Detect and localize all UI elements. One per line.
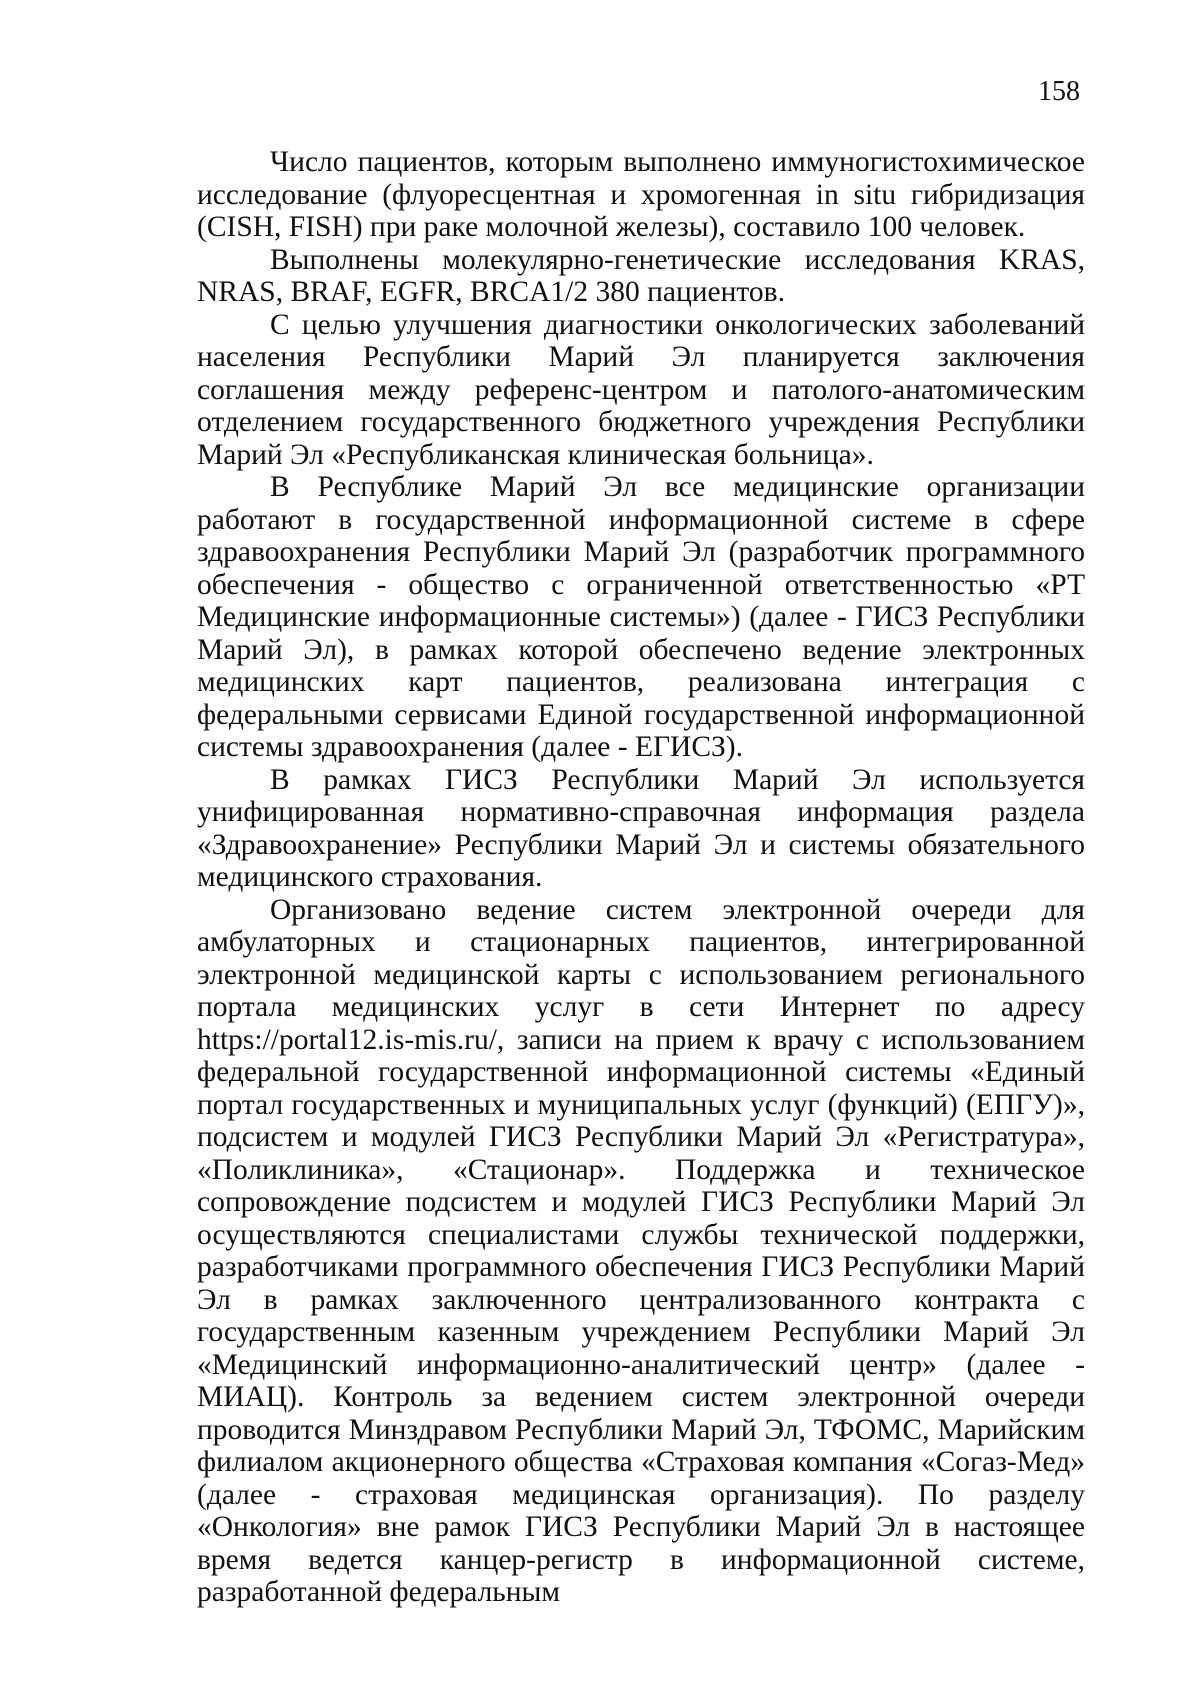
page-number: 158 xyxy=(1038,76,1080,107)
paragraph-molecular-genetic: Выполнены молекулярно-генетические исследования KRAS, NRAS, BRAF, EGFR, BRCA1/2 380 пациентов. xyxy=(197,243,1085,308)
document-body xyxy=(197,146,1085,1609)
paragraph-electronic-queue: Организовано ведение систем электронной очереди для амбулаторных и стационарных пациентов, интегрированной электронной медицинской карты с использованием регионального портала медицинских услуг в сети Интернет по адресу https://portal12.is-mis.ru/, записи на прием к врачу с использованием федеральной государственной информационной системы «Единый портал государственных и муниципальных услуг (функций) (ЕПГУ)», подсистем и модулей ГИСЗ Республики Марий Эл «Регистратура», «Поликлиника», «Стационар». Поддержка и техническое сопровождение подсистем и модулей ГИСЗ Республики Марий Эл осуществляются специалистами службы технической поддержки, разработчиками программного обеспечения ГИСЗ Республики Марий Эл в рамках заключенного централизованного контракта с государственным казенным учреждением Республики Марий Эл «Медицинский информационно-аналитический центр» (далее - МИАЦ). Контроль за ведением систем электронной очереди проводится Минздравом Республики Марий Эл, ТФОМС, Марийским филиалом акционерного общества «Страховая компания «Согаз-Мед» (далее - страховая медицинская организация). По разделу «Онкология» вне рамок ГИСЗ Республики Марий Эл в настоящее время ведется канцер-регистр в информационной системе, разработанной федеральным xyxy=(197,893,1085,1608)
paragraph-gisz-system: В Республике Марий Эл все медицинские организации работают в государственной информационной системе в сфере здравоохранения Республики Марий Эл (разработчик программного обеспечения - общество с ограниченной ответственностью «РТ Медицинские информационные системы») (далее - ГИСЗ Республики Марий Эл), в рамках которой обеспечено ведение электронных медицинских карт пациентов, реализована интеграция с федеральными сервисами Единой государственной информационной системы здравоохранения (далее - ЕГИСЗ). xyxy=(197,471,1085,763)
paragraph-diagnostics-agreement: С целью улучшения диагностики онкологических заболеваний населения Республики Марий Эл планируется заключения соглашения между референс-центром и патолого-анатомическим отделением государственного бюджетного учреждения Республики Марий Эл «Республиканская клиническая больница». xyxy=(197,308,1085,471)
paragraph-reference-info: В рамках ГИСЗ Республики Марий Эл используется унифицированная нормативно-справочная информация раздела «Здравоохранение» Республики Марий Эл и системы обязательного медицинского страхования. xyxy=(197,763,1085,893)
paragraph-ihc-study: Число пациентов, которым выполнено иммуногистохимическое исследование (флуоресцентная и хромогенная in situ гибридизация (CISH, FISH) при раке молочной железы), составило 100 человек. xyxy=(197,146,1085,243)
